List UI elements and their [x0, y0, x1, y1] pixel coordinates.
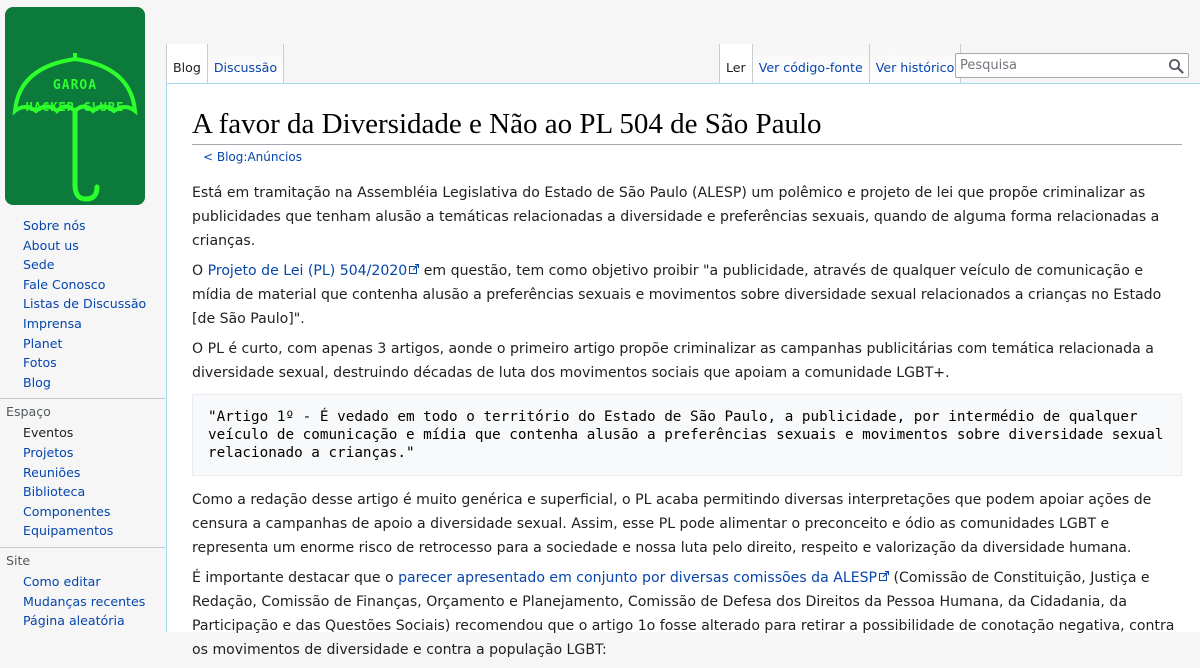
sidebar-item-componentes[interactable]: Componentes: [23, 503, 111, 519]
sidebar-item-planet[interactable]: Planet: [23, 335, 63, 351]
site-logo[interactable]: [5, 7, 145, 205]
sidebar-item-biblioteca[interactable]: Biblioteca: [23, 484, 86, 500]
sidebar-item-como-editar[interactable]: Como editar: [23, 573, 101, 589]
sidebar-item-projetos[interactable]: Projetos: [23, 444, 74, 460]
main-content: [166, 83, 1200, 658]
paragraph: O PL é curto, com apenas 3 artigos, aonde o primeiro artigo propõe criminalizar as campanhas publicitárias com temática relacionada a diversidade sexual, destruindo décadas de luta dos movimentos sociais que apoiam a comunidade LGBT+.: [192, 341, 1154, 381]
quote-block: "Artigo 1º - É vedado em todo o território do Estado de São Paulo, a publicidade, por intermédio de qualquer veículo de comunicação e mídia que contenha alusão a preferências sexuais e movimentos sobre diversidade sexual relacionado a crianças.": [192, 394, 1182, 476]
tab-discussao[interactable]: Discussão: [208, 44, 284, 84]
sidebar-item-eventos[interactable]: Eventos: [23, 425, 74, 441]
sidebar-item-aleatoria[interactable]: Página aleatória: [23, 613, 125, 629]
breadcrumb-link[interactable]: < Blog:Anúncios: [203, 150, 302, 164]
projeto-de-lei-link[interactable]: [208, 263, 420, 279]
namespace-tabs: [166, 44, 284, 84]
sidebar-item-mudancas[interactable]: Mudanças recentes: [23, 593, 146, 609]
tab-blog[interactable]: Blog: [166, 44, 208, 84]
logo-subtitle: HACKER CLUBE: [25, 100, 125, 114]
sidebar-portal-site: [0, 547, 165, 631]
text: É importante destacar que o: [192, 570, 399, 586]
sidebar-item-fotos[interactable]: Fotos: [23, 355, 57, 371]
paragraph: [192, 566, 1182, 662]
parecer-link[interactable]: [398, 570, 889, 586]
sidebar-item-equipamentos[interactable]: Equipamentos: [23, 523, 114, 539]
paragraph: Como a redação desse artigo é muito genérica e superficial, o PL acaba permitindo diversas interpretações que podem apoiar ações de censura a campanhas de apoio a diversidade sexual. Assim, esse PL pode alimentar o preconceito e ódio as comunidades LGBT e representa um enorme risco de retrocesso para a sociedade e nossa luta pelo direito, respeito e valorização da diversidade humana.: [192, 492, 1152, 556]
sidebar: [0, 216, 165, 631]
breadcrumb: [203, 150, 302, 164]
search-input[interactable]: [956, 54, 1164, 77]
sidebar-portal-espaco: [0, 398, 165, 541]
portal-heading: Site: [6, 552, 31, 568]
paragraph: Está em tramitação na Assembléia Legislativa do Estado de São Paulo (ALESP) um polêmico e projeto de lei que propõe criminalizar as publicidades que tenham alusão a temáticas relacionadas a diversidade e preferências sexuais, quando de alguma forma relacionadas a crianças.: [192, 185, 1160, 249]
link-text: parecer apresentado em conjunto por diversas comissões da ALESP: [398, 570, 878, 586]
paragraph: [192, 259, 1182, 331]
tab-ver-historico[interactable]: Ver histórico: [870, 44, 962, 84]
external-link-icon: [409, 264, 419, 274]
sidebar-item-about-us[interactable]: About us: [23, 237, 79, 253]
sidebar-item-sobre-nos[interactable]: Sobre nós: [23, 218, 86, 233]
sidebar-item-fale-conosco[interactable]: Fale Conosco: [23, 276, 106, 292]
portal-heading: Espaço: [6, 404, 51, 420]
sidebar-item-imprensa[interactable]: Imprensa: [23, 315, 82, 331]
search-box: [955, 53, 1189, 78]
search-icon[interactable]: [1168, 58, 1184, 74]
article-body: [192, 181, 1182, 668]
tab-ver-codigo-fonte[interactable]: Ver código-fonte: [753, 44, 870, 84]
sidebar-item-listas[interactable]: Listas de Discussão: [23, 296, 147, 312]
page-title: A favor da Diversidade e Não ao PL 504 de São Paulo: [192, 106, 1182, 145]
link-text: Projeto de Lei (PL) 504/2020: [207, 263, 408, 279]
sidebar-main-nav: [0, 216, 165, 392]
text: em questão, tem como objetivo proibir "a publicidade, através de qualquer veículo de comunicação e mídia de material que contenha alusão a preferências sexuais e movimentos sobre diversidade sexual relacionados a crianças no Estado [de São Paulo]".: [192, 263, 1162, 327]
external-link-icon: [879, 571, 889, 581]
view-tabs: [719, 44, 961, 84]
sidebar-item-reunioes[interactable]: Reuniões: [23, 464, 81, 480]
text: O: [192, 263, 208, 279]
tab-ler[interactable]: Ler: [719, 44, 753, 84]
text: (Comissão de Constituição, Justiça e Redação, Comissão de Finanças, Orçamento e Planejamento, Comissão de Defesa dos Direitos da Pessoa Humana, da Cidadania, da Participação e das Questões Sociais) recomendou que o artigo 1o fosse alterado para retirar a possibilidade de conotação negativa, contra os movimentos de diversidade e contra a população LGBT:: [192, 570, 1175, 658]
sidebar-item-sede[interactable]: Sede: [23, 257, 55, 273]
sidebar-item-blog[interactable]: Blog: [23, 374, 51, 390]
logo-title: GAROA: [52, 78, 98, 93]
